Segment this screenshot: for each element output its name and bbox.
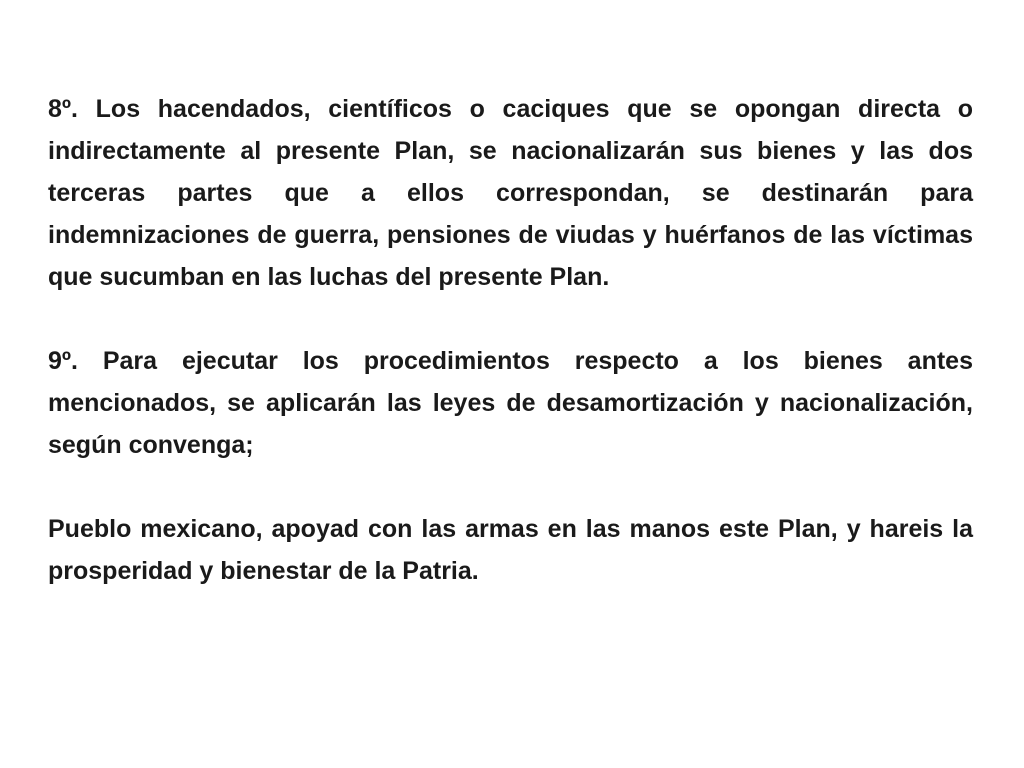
paragraph-gap — [48, 466, 973, 508]
article-9-paragraph: 9º. Para ejecutar los procedimientos respecto a los bienes antes mencionados, se aplicarán las leyes de desamortización y nacionalización, según convenga; — [48, 347, 973, 459]
closing-paragraph: Pueblo mexicano, apoyad con las armas en las manos este Plan, y hareis la prosperidad y bienestar de la Patria. — [48, 515, 1001, 585]
text-body — [48, 88, 1001, 592]
paragraph-gap — [48, 298, 973, 340]
article-8-paragraph: 8º. Los hacendados, científicos o caciques que se opongan directa o indirectamente al presente Plan, se nacionalizarán sus bienes y las dos terceras partes que a ellos correspondan, se destinarán para indemnizaciones de guerra, pensiones de viudas y huérfanos de las víctimas que sucumban en las luchas del presente Plan. — [48, 95, 973, 291]
